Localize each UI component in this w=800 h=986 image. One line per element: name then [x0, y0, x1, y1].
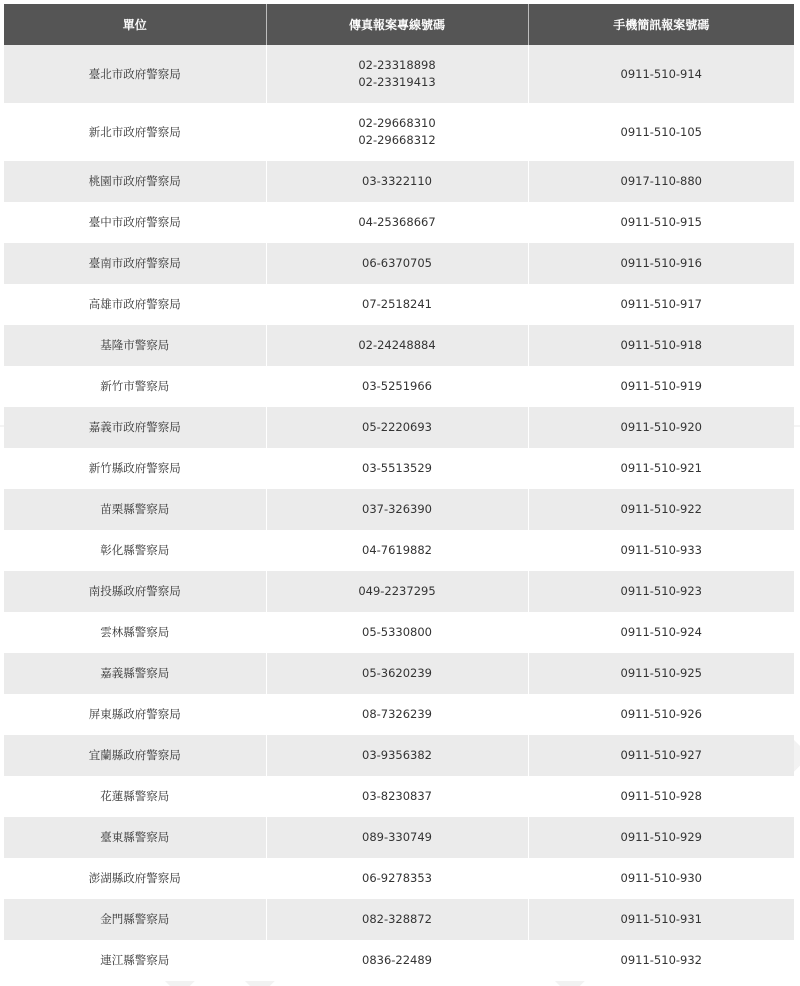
fax-number: 02-23318898	[358, 58, 436, 72]
cell-unit: 臺南市政府警察局	[4, 243, 266, 284]
cell-sms-number: 0917-110-880	[528, 161, 794, 202]
cell-sms-number: 0911-510-921	[528, 448, 794, 489]
table-row	[4, 858, 794, 899]
cell-fax-number	[266, 489, 528, 530]
fax-number: 03-5251966	[362, 379, 432, 393]
cell-unit: 南投縣政府警察局	[4, 571, 266, 612]
cell-unit: 桃園市政府警察局	[4, 161, 266, 202]
cell-fax-number	[266, 103, 528, 161]
table-row	[4, 489, 794, 530]
cell-sms-number: 0911-510-920	[528, 407, 794, 448]
table-body	[4, 45, 794, 981]
cell-unit: 澎湖縣政府警察局	[4, 858, 266, 899]
table-row	[4, 284, 794, 325]
fax-number: 02-24248884	[358, 338, 436, 352]
fax-number: 04-25368667	[358, 215, 436, 229]
table-row	[4, 694, 794, 735]
header-fax-number: 傳真報案專線號碼	[266, 4, 528, 45]
cell-sms-number: 0911-510-915	[528, 202, 794, 243]
cell-unit: 臺中市政府警察局	[4, 202, 266, 243]
fax-number: 05-2220693	[362, 420, 432, 434]
fax-number: 03-8230837	[362, 789, 432, 803]
table-header-row	[4, 4, 794, 45]
cell-fax-number	[266, 161, 528, 202]
table-row	[4, 407, 794, 448]
fax-number: 07-2518241	[362, 297, 432, 311]
fax-number: 06-6370705	[362, 256, 432, 270]
cell-sms-number: 0911-510-926	[528, 694, 794, 735]
table-row	[4, 776, 794, 817]
table-row	[4, 202, 794, 243]
fax-number: 03-3322110	[362, 174, 432, 188]
fax-number: 037-326390	[362, 502, 432, 516]
table-row	[4, 653, 794, 694]
table-header	[4, 4, 794, 45]
cell-fax-number	[266, 776, 528, 817]
table-row	[4, 940, 794, 981]
fax-number: 0836-22489	[362, 953, 432, 967]
fax-number: 08-7326239	[362, 707, 432, 721]
fax-number: 02-29668310	[358, 116, 436, 130]
cell-unit: 嘉義縣警察局	[4, 653, 266, 694]
cell-sms-number: 0911-510-924	[528, 612, 794, 653]
fax-number: 02-29668312	[358, 133, 436, 147]
table-row	[4, 243, 794, 284]
cell-fax-number	[266, 612, 528, 653]
table-row	[4, 899, 794, 940]
cell-unit: 彰化縣警察局	[4, 530, 266, 571]
fax-number: 03-5513529	[362, 461, 432, 475]
cell-sms-number: 0911-510-922	[528, 489, 794, 530]
cell-unit: 高雄市政府警察局	[4, 284, 266, 325]
table-row	[4, 161, 794, 202]
table-row	[4, 366, 794, 407]
cell-unit: 雲林縣警察局	[4, 612, 266, 653]
cell-sms-number: 0911-510-914	[528, 45, 794, 103]
cell-fax-number	[266, 694, 528, 735]
cell-fax-number	[266, 940, 528, 981]
cell-fax-number	[266, 45, 528, 103]
table-row	[4, 612, 794, 653]
cell-sms-number: 0911-510-919	[528, 366, 794, 407]
cell-sms-number: 0911-510-929	[528, 817, 794, 858]
cell-sms-number: 0911-510-923	[528, 571, 794, 612]
cell-unit: 臺東縣警察局	[4, 817, 266, 858]
header-unit: 單位	[4, 4, 266, 45]
cell-fax-number	[266, 530, 528, 571]
cell-sms-number: 0911-510-918	[528, 325, 794, 366]
table-row	[4, 45, 794, 103]
cell-fax-number	[266, 407, 528, 448]
cell-unit: 連江縣警察局	[4, 940, 266, 981]
fax-number: 03-9356382	[362, 748, 432, 762]
cell-fax-number	[266, 243, 528, 284]
cell-unit: 新竹市警察局	[4, 366, 266, 407]
cell-fax-number	[266, 325, 528, 366]
fax-number: 04-7619882	[362, 543, 432, 557]
cell-fax-number	[266, 858, 528, 899]
cell-sms-number: 0911-510-931	[528, 899, 794, 940]
fax-number: 089-330749	[362, 830, 432, 844]
cell-sms-number: 0911-510-105	[528, 103, 794, 161]
fax-number: 06-9278353	[362, 871, 432, 885]
table-row	[4, 448, 794, 489]
fax-number: 05-3620239	[362, 666, 432, 680]
cell-fax-number	[266, 448, 528, 489]
table-row	[4, 103, 794, 161]
table-row	[4, 817, 794, 858]
cell-sms-number: 0911-510-917	[528, 284, 794, 325]
cell-unit: 屏東縣政府警察局	[4, 694, 266, 735]
cell-fax-number	[266, 571, 528, 612]
cell-fax-number	[266, 899, 528, 940]
header-sms-number: 手機簡訊報案號碼	[528, 4, 794, 45]
table-row	[4, 571, 794, 612]
cell-fax-number	[266, 735, 528, 776]
cell-sms-number: 0911-510-930	[528, 858, 794, 899]
fax-number: 049-2237295	[358, 584, 436, 598]
cell-fax-number	[266, 366, 528, 407]
cell-unit: 宜蘭縣政府警察局	[4, 735, 266, 776]
cell-sms-number: 0911-510-927	[528, 735, 794, 776]
cell-unit: 金門縣警察局	[4, 899, 266, 940]
police-report-contact-table	[4, 4, 794, 981]
cell-unit: 基隆市警察局	[4, 325, 266, 366]
cell-unit: 苗栗縣警察局	[4, 489, 266, 530]
cell-unit: 新北市政府警察局	[4, 103, 266, 161]
cell-sms-number: 0911-510-932	[528, 940, 794, 981]
table-row	[4, 735, 794, 776]
cell-fax-number	[266, 653, 528, 694]
cell-sms-number: 0911-510-933	[528, 530, 794, 571]
cell-sms-number: 0911-510-925	[528, 653, 794, 694]
cell-unit: 花蓮縣警察局	[4, 776, 266, 817]
cell-unit: 新竹縣政府警察局	[4, 448, 266, 489]
table-row	[4, 530, 794, 571]
cell-unit: 嘉義市政府警察局	[4, 407, 266, 448]
cell-fax-number	[266, 284, 528, 325]
table-row	[4, 325, 794, 366]
cell-sms-number: 0911-510-916	[528, 243, 794, 284]
fax-number: 02-23319413	[358, 75, 436, 89]
cell-unit: 臺北市政府警察局	[4, 45, 266, 103]
fax-number: 082-328872	[362, 912, 432, 926]
cell-fax-number	[266, 817, 528, 858]
cell-sms-number: 0911-510-928	[528, 776, 794, 817]
fax-number: 05-5330800	[362, 625, 432, 639]
cell-fax-number	[266, 202, 528, 243]
